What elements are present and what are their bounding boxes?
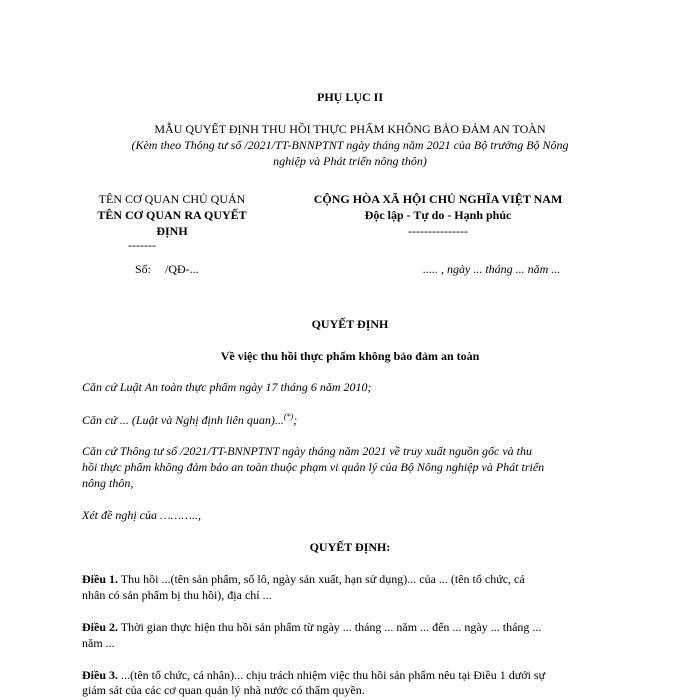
article-3-line1: Điều 3. ...(tên tổ chức, cá nhân)... chịu trách nhiệm việc thu hồi sản phẩm nêu tại Điều 1 dưới sự [82,668,546,682]
basis-2: Căn cứ ... (Luật và Nghị định liên quan)...(*); [82,412,298,427]
appendix-note-line2: nghiệp và Phát triển nông thôn) [273,154,427,168]
article-3-label: Điều 3. [82,668,118,682]
basis-4: Xét đề nghị của ……….., [82,508,201,522]
basis-3-line1: Căn cứ Thông tư số /2021/TT-BNNPTNT ngày tháng năm 2021 về truy xuất nguồn gốc và thu [82,444,532,458]
basis-3-line2: hồi thực phẩm không đảm bảo an toàn thuộc phạm vi quản lý của Bộ Nông nghiệp và Phát triển [82,460,545,474]
country-name: CỘNG HÒA XÃ HỘI CHỦ NGHĨA VIỆT NAM [313,192,563,206]
article-2-line1: Điều 2. Thời gian thực hiện thu hồi sản phẩm từ ngày ... tháng ... năm ... đến ... ngày ... tháng ... [82,620,542,634]
article-1-line1: Điều 1. Thu hồi ...(tên sản phẩm, số lô, ngày sản xuất, hạn sử dụng)... của ... (tên tổ chức, cá [82,572,525,586]
appendix-heading: PHỤ LỤC II [316,90,383,104]
basis-1: Căn cứ Luật An toàn thực phẩm ngày 17 tháng 6 năm 2010; [82,380,372,394]
basis-2-footnote-mark: (*) [283,412,294,421]
article-1-label: Điều 1. [82,572,118,586]
decision-subject: Về việc thu hồi thực phẩm không bảo đảm an toàn [220,349,480,363]
article-1-line2: nhân có sản phẩm bị thu hồi), địa chỉ ... [82,588,272,602]
left-divider: ------- [128,238,156,252]
decides-heading: QUYẾT ĐỊNH: [309,540,391,554]
article-2-label: Điều 2. [82,620,118,634]
number-label: Số: [135,262,152,276]
right-divider: --------------- [408,224,468,238]
agency-name: TÊN CƠ QUAN CHỦ QUẢN [98,192,246,206]
decision-title: QUYẾT ĐỊNH [311,317,389,331]
basis-3-line3: nông thôn, [82,476,134,490]
appendix-note-line1: (Kèm theo Thông tư số /2021/TT-BNNPTNT ngày tháng năm 2021 của Bộ trưởng Bộ Nông [131,138,569,152]
date-line: ..... , ngày ... tháng ... năm ... [423,262,561,276]
article-2-line2: năm ... [82,636,115,650]
national-motto: Độc lập - Tự do - Hạnh phúc [364,208,512,222]
issuer-name-line2: ĐỊNH [156,224,188,238]
issuer-name-line1: TÊN CƠ QUAN RA QUYẾT [97,208,247,222]
appendix-title: MẪU QUYẾT ĐỊNH THU HỒI THỰC PHẨM KHÔNG BẢO ĐẢM AN TOÀN [154,122,546,136]
article-3-line2: giám sát của các cơ quan quản lý nhà nước có thẩm quyền. [82,683,365,697]
number-value: /QĐ-... [165,262,199,276]
